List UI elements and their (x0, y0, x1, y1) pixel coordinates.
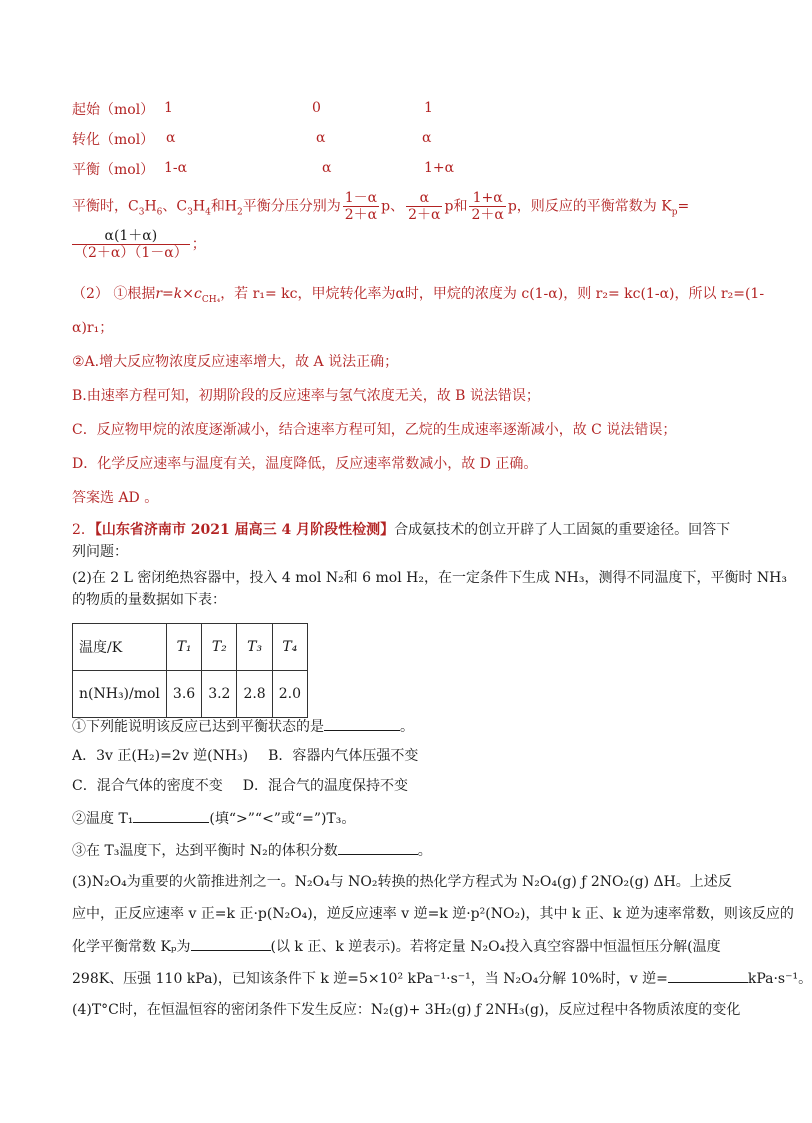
table-cell: 3.2 (202, 671, 237, 718)
answer-blank[interactable] (668, 968, 748, 983)
ice-label: 起始（mol） (72, 102, 155, 118)
ice-cell: 1+α (424, 160, 455, 176)
q2-sub1: ①下列能说明该反应已达到平衡状态的是 。 (72, 716, 414, 737)
q2-options-cd: C．混合气体的密度不变 D．混合气的温度保持不变 (72, 778, 408, 794)
ice-cell: α (166, 130, 176, 146)
q2-part3-line1: (3)N₂O₄为重要的火箭推进剂之一。N₂O₄与 NO₂转换的热化学方程式为 N₂O₄(g) ƒ 2NO₂(g) ΔH。上述反 (72, 874, 732, 890)
table-cell: 2.0 (272, 671, 307, 718)
ice-cell: 1 (164, 100, 173, 116)
q2-part3-line4: 298K、压强 110 kPa)，已知该条件下 k 逆=5×10² kPa⁻¹·s⁻¹，当 N₂O₄分解 10%时，v 逆= kPa·s⁻¹。 (72, 968, 812, 989)
part2-option-d: D．化学反应速率与温度有关，温度降低，反应速率常数减小，故 D 正确。 (72, 456, 538, 472)
q2-intro-cont: 列问题： (72, 544, 128, 560)
fraction: $\frac{\alpha(1+\alpha)}{(2+\alpha)(1-\alpha)}$ (74, 228, 188, 261)
q2-sub3: ③在 T₃温度下，达到平衡时 N₂的体积分数 。 (72, 840, 432, 861)
kp-expression: $\frac{\alpha(1+\alpha)}{(2+\alpha)(1-\alpha)}$ ； (74, 228, 206, 261)
part2-line1: （2） ①根据$r=k\times c_{CH_4}$，若 r₁= kc，甲烷转化率为α时，甲烷的浓度为 c(1-α)，则 r₂= kc(1-α)，所以 r₂=(1- (72, 286, 765, 305)
answer-blank[interactable] (191, 936, 271, 951)
q2-part4-line1: (4)T°C时，在恒温恒容的密闭条件下发生反应：N₂(g)+ 3H₂(g) ƒ 2NH₃(g)，反应过程中各物质浓度的变化 (72, 1002, 741, 1018)
part2-line2: α)r₁； (72, 320, 114, 336)
q2-part3-line2: 应中，正反应速率 v 正=k 正·p(N₂O₄)，逆反应速率 v 逆=k 逆·p²(NO₂)，其中 k 正、k 逆为速率常数，则该反应的 (72, 906, 794, 922)
table-row (73, 671, 308, 718)
table-cell: T₄ (272, 624, 307, 671)
ice-label: 转化（mol） (72, 132, 155, 148)
ice-row-initial (72, 100, 154, 120)
partial-pressure-line: 平衡时，$C_3H_6$、$C_3H_4$和$H_2$平衡分压分别为 $\frac{1-\alpha}{2+\alpha}$ p、 $\frac{\alpha}{2+\alpha}$ p和 $\frac{1+\alpha}{2+\alpha}$ p，则反应的平衡常数为 $K_p=$ (72, 190, 690, 223)
ice-row-change (72, 130, 154, 150)
q2-options-ab: A．3v 正(H₂)=2v 逆(NH₃) B．容器内气体压强不变 (72, 748, 419, 764)
part2-option-b: B.由速率方程可知，初期阶段的反应速率与氢气浓度无关，故 B 说法错误； (72, 388, 540, 404)
table-cell: T₃ (237, 624, 272, 671)
q2-sub2: ②温度 T₁ (填“>”“<”或“=”)T₃。 (72, 808, 355, 829)
ice-cell: α (316, 130, 326, 146)
ice-cell: α (322, 160, 332, 176)
q2-part2-line2: 的物质的量数据如下表： (72, 592, 226, 608)
table-cell: T₂ (202, 624, 237, 671)
fraction: $\frac{1-\alpha}{2+\alpha}$ (344, 190, 378, 223)
table-cell: 2.8 (237, 671, 272, 718)
ice-cell: 0 (312, 100, 321, 116)
table-cell: T₁ (166, 624, 201, 671)
ice-cell: 1-α (164, 160, 188, 176)
answer-blank[interactable] (324, 716, 400, 731)
q2-header: 2．【山东省济南市 2021 届高三 4 月阶段性检测】合成氨技术的创立开辟了人工固氮的重要途径。回答下 (72, 522, 731, 538)
table-cell: n(NH₃)/mol (73, 671, 167, 718)
part2-option-a: ②A.增大反应物浓度反应速率增大，故 A 说法正确； (72, 354, 399, 370)
table-cell: 3.6 (166, 671, 201, 718)
answer-blank[interactable] (338, 840, 418, 855)
q2-part2-line1: (2)在 2 L 密闭绝热容器中，投入 4 mol N₂和 6 mol H₂，在一定条件下生成 NH₃，测得不同温度下，平衡时 NH₃ (72, 570, 787, 586)
table-cell: 温度/K (73, 624, 167, 671)
table-row (73, 624, 308, 671)
ice-cell: 1 (424, 100, 433, 116)
fraction: $\frac{1+\alpha}{2+\alpha}$ (471, 190, 504, 223)
ice-label: 平衡（mol） (72, 162, 155, 178)
answer-blank[interactable] (133, 808, 209, 823)
fraction: $\frac{\alpha}{2+\alpha}$ (408, 190, 441, 223)
answer-line: 答案选 AD 。 (72, 490, 159, 506)
ice-cell: α (422, 130, 432, 146)
nh3-table (72, 623, 308, 718)
ice-row-equilibrium (72, 160, 154, 180)
q2-part3-line3: 化学平衡常数 Kₚ为 (以 k 正、k 逆表示)。若将定量 N₂O₄投入真空容器中恒温恒压分解(温度 (72, 936, 721, 957)
part2-option-c: C．反应物甲烷的浓度逐渐减小，结合速率方程可知，乙烷的生成速率逐渐减小，故 C 说法错误； (72, 422, 677, 438)
